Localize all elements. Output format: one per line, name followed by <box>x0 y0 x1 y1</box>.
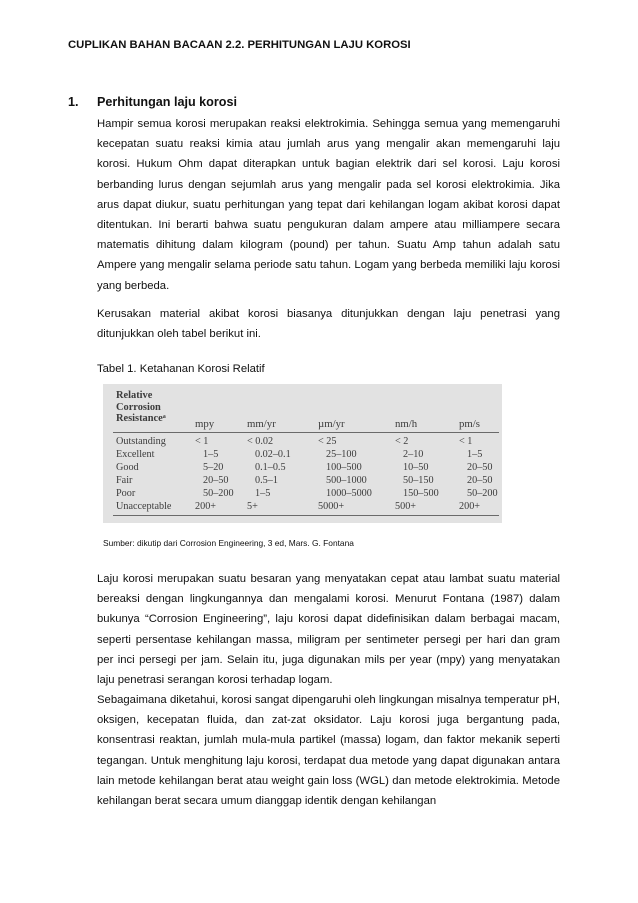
table-cell: < 2 <box>395 436 409 447</box>
table-cell: 1–5 <box>203 448 219 460</box>
table-row-label: Unacceptable <box>116 500 172 512</box>
table-cell: 500–1000 <box>326 474 367 486</box>
table-header-line: Relative <box>116 390 153 401</box>
table-cell: < 0.02 <box>247 436 274 447</box>
table-cell: 25–100 <box>326 448 357 460</box>
table-cell: 20–50 <box>467 474 493 486</box>
paragraph-2: Kerusakan material akibat korosi biasanya ditunjukkan dengan laju penetrasi yang ditunjukkan oleh tabel berikut ini. <box>97 308 560 341</box>
table-cell: 5–20 <box>203 461 224 473</box>
table-cell: 50–200 <box>203 487 234 499</box>
section-number: 1. <box>68 95 79 109</box>
table-column-header: nm/h <box>395 418 418 430</box>
table-cell: 2–10 <box>403 448 424 460</box>
table-cell: 1–5 <box>467 448 483 460</box>
table-cell: < 1 <box>459 436 473 447</box>
table-header-label <box>116 390 166 425</box>
table-cell: 0.02–0.1 <box>255 448 291 460</box>
table-cell: 200+ <box>459 500 481 512</box>
table-cell: 5000+ <box>318 500 345 512</box>
table-row-label: Good <box>116 461 139 473</box>
table-cell: 200+ <box>195 500 217 512</box>
table-caption: Tabel 1. Ketahanan Korosi Relatif <box>97 363 265 375</box>
table-cell: 1000–5000 <box>326 487 372 499</box>
corrosion-resistance-table <box>103 384 502 523</box>
page-header: CUPLIKAN BAHAN BACAAN 2.2. PERHITUNGAN LAJU KOROSI <box>68 39 411 51</box>
table-column-header: pm/s <box>459 418 480 430</box>
table-cell: 10–50 <box>403 461 429 473</box>
table-cell: 50–200 <box>467 487 498 499</box>
table-cell: < 25 <box>318 436 337 447</box>
table-header-rule <box>113 432 499 433</box>
table-cell: 20–50 <box>203 474 229 486</box>
table-cell: 100–500 <box>326 461 362 473</box>
table-column-header: mm/yr <box>247 418 276 430</box>
section-heading <box>68 95 237 109</box>
table-column-header: µm/yr <box>318 418 345 430</box>
table-bottom-rule <box>113 515 499 516</box>
table-row-label: Excellent <box>116 448 155 460</box>
table-cell: 500+ <box>395 500 417 512</box>
section-title: Perhitungan laju korosi <box>97 95 237 109</box>
table-cell: 1–5 <box>255 487 271 499</box>
paragraph-4: Sebagaimana diketahui, korosi sangat dipengaruhi oleh lingkungan misalnya temperatur pH, oksigen, kecepatan fluida, dan zat-zat oksidator. Laju korosi juga bergantung pada, konsentrasi reaktan, jumlah mula-mula partikel (massa) logam, dan faktor mekanik seperti tegangan. Untuk menghitung laju korosi, terdapat dua metode yang dapat digunakan antara lain metode kehilangan berat atau weight gain loss (WGL) dan metode elektrokimia. Metode kehilangan berat secara umum dianggap identik dengan kehilangan <box>97 694 560 808</box>
table-cell: 150–500 <box>403 487 439 499</box>
table-cell: 5+ <box>247 500 258 512</box>
table-cell: 0.1–0.5 <box>255 461 286 473</box>
table-row-label: Poor <box>116 487 136 499</box>
table-row-label: Fair <box>116 474 133 486</box>
table-cell: < 1 <box>195 436 209 447</box>
table-header-line: Corrosion <box>116 401 161 413</box>
paragraph-3: Laju korosi merupakan suatu besaran yang menyatakan cepat atau lambat suatu material bereaksi dengan lingkungannya dan mengalami korosi. Menurut Fontana (1987) dalam bukunya “Corrosion Engineering”, laju korosi dapat didefinisikan dalam berbagai macam, seperti persentase kehilangan massa, miligram per sentimeter persegi per hari dan gram per inci persegi per jam. Selain itu, juga digunakan mils per year (mpy) yang menyatakan laju penetrasi serangan korosi terhadap logam. <box>97 573 560 687</box>
table-column-header: mpy <box>195 418 215 430</box>
table-row-label: Outstanding <box>116 436 166 447</box>
table-cell: 50–150 <box>403 474 434 486</box>
table-cell: 0.5–1 <box>255 474 278 486</box>
paragraph-1: Hampir semua korosi merupakan reaksi elektrokimia. Sehingga semua yang memengaruhi kecepatan suatu reaksi kimia atau jumlah arus yang mengalir akan memengaruhi laju korosi. Hukum Ohm dapat diterapkan untuk bagian elektrik dari sel korosi. Laju korosi berbanding lurus dengan sejumlah arus yang mengalir pada sel korosi elektrokimia. Jika arus dapat diukur, suatu perhitungan yang tepat dari kehilangan logam akibat korosi dapat ditentukan. Ini berarti bahwa suatu pengukuran dalam ampere atau milliampere secara matematis dihitung dalam kilogram (pound) per tahun. Suatu Amp tahun adalah satu Ampere yang mengalir selama periode satu tahun. Logam yang berbeda memiliki laju korosi yang berbeda. <box>97 118 560 292</box>
table-header-line: Resistanceᵃ <box>116 413 166 424</box>
table-cell: 20–50 <box>467 461 493 473</box>
table-source-note: Sumber: dikutip dari Corrosion Engineering, 3 ed, Mars. G. Fontana <box>103 538 354 548</box>
